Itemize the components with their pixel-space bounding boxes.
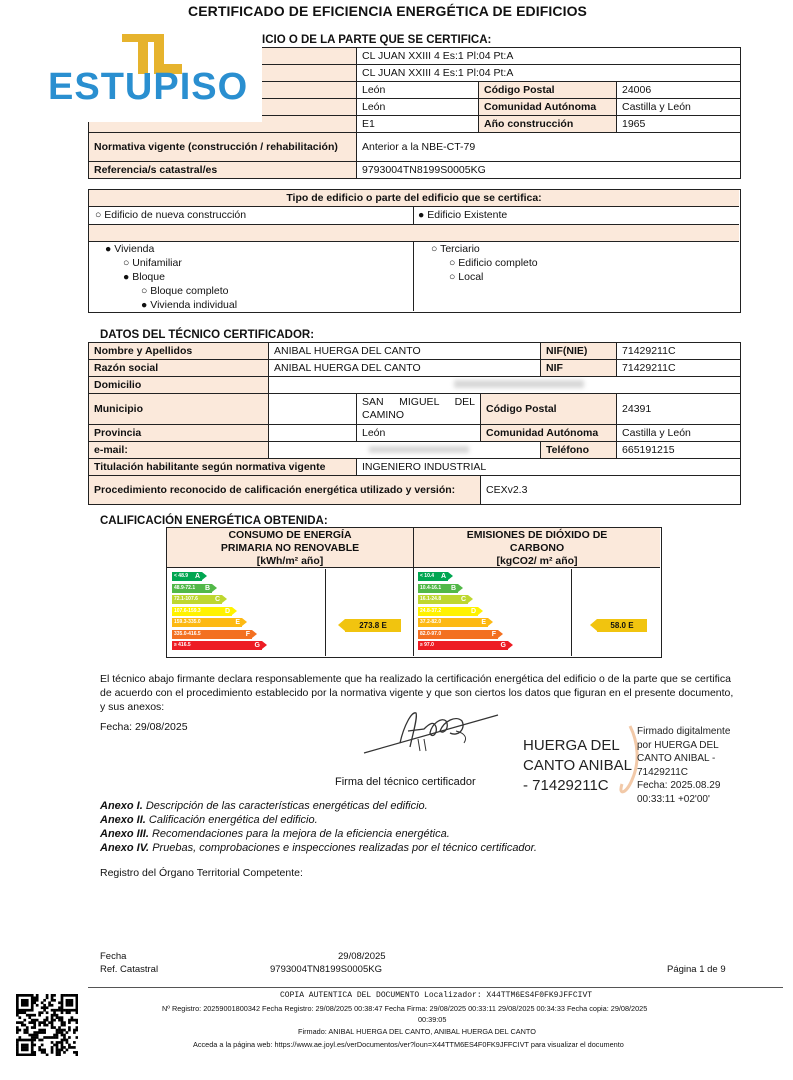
declaration-text: El técnico abajo firmante declara responsablemente que ha realizado la certificación energética del edificio o de la parte que se certifica de acuerdo con el procedimiento establecido por la normativa vigente y que son ciertos los datos que figuran en el presente documento, y sus anexos: — [100, 673, 734, 713]
tech-company-value: ANIBAL HUERGA DEL CANTO — [269, 360, 541, 377]
divider — [413, 207, 414, 224]
scale-letter: C — [214, 596, 220, 603]
scale-arrow-tip — [242, 618, 247, 626]
scale-range: < 10.4 — [420, 573, 435, 579]
tech-postal-label: Código Postal — [481, 394, 617, 425]
scale-range: 82.0-97.0 — [420, 630, 442, 637]
annex-label: Anexo III. — [100, 828, 149, 840]
stamp-divider — [88, 987, 783, 988]
sig-detail-4: 71429211C — [637, 766, 688, 778]
tech-nif-label: NIF — [541, 360, 617, 377]
scale-bar-g — [172, 641, 262, 650]
bloque-option: ● Bloque — [123, 271, 165, 283]
building-type-header-text: Tipo de edificio o parte del edificio que se certifica: — [286, 192, 542, 204]
stamp-link[interactable]: Acceda a la página web: https://www.ae.joyl.es/verDocumentos/ver?loun=X44TTM6ES4F0FK9JFFCIVT para visualizar el documento — [193, 1040, 624, 1049]
postal-value: 24006 — [617, 82, 741, 99]
tech-province-label: Provincia — [89, 425, 269, 442]
tech-email-label: e-mail: — [89, 442, 269, 459]
scale-bar-d — [418, 607, 478, 616]
document-title: CERTIFICADO DE EFICIENCIA ENERGÉTICA DE EDIFICIOS — [188, 3, 587, 19]
tech-province-value: León — [357, 425, 481, 442]
tech-company-label: Razón social — [89, 360, 269, 377]
registry-label: Registro del Órgano Territorial Competente: — [100, 867, 303, 879]
scale-arrow-tip — [508, 641, 513, 649]
tech-address-value — [269, 377, 741, 394]
scale-letter: D — [470, 607, 476, 615]
sig-detail-3: CANTO ANIBAL - — [637, 753, 716, 764]
scale-range: ≥ 97.0 — [420, 642, 434, 648]
scale-bar-e — [418, 618, 488, 627]
annex-list — [100, 799, 537, 855]
footer-ref-value: 9793004TN8199S0005KG — [270, 964, 382, 975]
energy-scale — [172, 572, 322, 654]
annex-text: Recomendaciones para la mejora de la eficiencia energética. — [151, 828, 450, 840]
annex-item — [100, 841, 537, 855]
vivienda-option: ● Vivienda — [105, 243, 155, 255]
energy-header-line1: CONSUMO DE ENERGÍA — [228, 529, 352, 541]
tech-procedure-value: CEXv2.3 — [481, 476, 741, 505]
energy-rating-marker: 273.8 E — [345, 619, 401, 632]
year-value: 1965 — [617, 116, 741, 133]
footer-date-value: 29/08/2025 — [338, 951, 386, 962]
qr-code-icon[interactable] — [16, 994, 78, 1056]
scale-range: < 48.9 — [174, 573, 189, 579]
stamp-line-4: Firmado: ANIBAL HUERGA DEL CANTO, ANIBAL HUERGA DEL CANTO — [298, 1027, 536, 1036]
tech-name-label: Nombre y Apellidos — [89, 343, 269, 360]
tech-name-value: ANIBAL HUERGA DEL CANTO — [269, 343, 541, 360]
scale-letter: F — [245, 630, 250, 638]
scale-bar-c — [418, 595, 468, 604]
address-value-2: CL JUAN XXIII 4 Es:1 Pl:04 Pt:A — [357, 65, 741, 82]
scale-arrow-tip — [458, 584, 463, 592]
tech-table — [88, 342, 741, 505]
building-type-header — [89, 190, 739, 207]
tech-nif-nie-label: NIF(NIE) — [541, 343, 617, 360]
tech-phone-label: Teléfono — [541, 442, 617, 459]
scale-arrow-tip — [222, 595, 227, 603]
address-value: CL JUAN XXIII 4 Es:1 Pl:04 Pt:A — [357, 48, 741, 65]
postal-label: Código Postal — [479, 82, 617, 99]
scale-range: 16.1-24.8 — [420, 596, 442, 602]
scale-bar-c — [172, 595, 222, 604]
divider — [325, 569, 326, 656]
tech-degree-label: Titulación habilitante según normativa vigente — [89, 459, 357, 476]
annex-label: Anexo IV. — [100, 842, 150, 854]
page-number: Página 1 de 9 — [667, 964, 726, 975]
scale-range: 159.3-335.0 — [174, 619, 201, 625]
tech-postal-value: 24391 — [617, 394, 741, 425]
scale-letter: G — [254, 642, 260, 649]
unifamiliar-option: ○ Unifamiliar — [123, 257, 182, 269]
scale-letter: E — [481, 619, 486, 626]
province-value: León — [357, 99, 479, 116]
annex-label: Anexo I. — [100, 800, 143, 812]
annex-item — [100, 813, 537, 827]
rating-section-title: CALIFICACIÓN ENERGÉTICA OBTENIDA: — [100, 515, 328, 527]
energy-unit: [kWh/m² año] — [256, 555, 324, 567]
existing-building-option: ● Edificio Existente — [418, 209, 508, 221]
tech-procedure-label: Procedimiento reconocido de calificación energética utilizado y versión: — [89, 476, 481, 505]
scale-bar-a — [172, 572, 202, 581]
new-building-option: ○ Edificio de nueva construcción — [95, 209, 247, 221]
date-line: Fecha: 29/08/2025 — [100, 721, 188, 733]
co2-scale — [418, 572, 568, 654]
co2-header-line2: CARBONO — [509, 542, 565, 554]
divider — [413, 528, 414, 656]
tech-nif-nie-value: 71429211C — [617, 343, 741, 360]
scale-bar-a — [418, 572, 448, 581]
scale-letter: B — [204, 584, 210, 592]
scale-arrow-tip — [212, 584, 217, 592]
scale-range: 72.1-107.6 — [174, 596, 198, 602]
tech-city-label: Municipio — [89, 394, 269, 425]
co2-header — [414, 528, 660, 568]
city-value: León — [357, 82, 479, 99]
scale-bar-f — [418, 630, 498, 639]
scale-bar-b — [172, 584, 212, 593]
year-label: Año construcción — [479, 116, 617, 133]
tech-region-value: Castilla y León — [617, 425, 741, 442]
co2-rating-marker: 58.0 E — [597, 619, 647, 632]
scale-letter: D — [224, 607, 230, 615]
scale-letter: C — [460, 596, 466, 603]
scale-arrow-tip — [498, 630, 503, 638]
divider — [571, 569, 572, 656]
sig-detail-6: 00:33:11 +02'00' — [637, 793, 710, 805]
co2-header-line1: EMISIONES DE DIÓXIDO DE — [466, 529, 608, 541]
tech-email-value — [269, 442, 541, 459]
region-label: Comunidad Autónoma — [479, 99, 617, 116]
digital-signer-name — [523, 736, 632, 796]
cadastral-label: Referencia/s catastral/es — [89, 162, 357, 179]
signature-caption: Firma del técnico certificador — [335, 776, 476, 788]
co2-unit: [kgCO2/ m² año] — [496, 555, 578, 567]
scale-bar-d — [172, 607, 232, 616]
norm-value: Anterior a la NBE-CT-79 — [357, 133, 741, 162]
estupiso-logo — [0, 22, 262, 122]
scale-range: 107.6-159.3 — [174, 607, 201, 614]
scale-letter: A — [194, 573, 200, 580]
cadastral-value: 9793004TN8199S0005KG — [357, 162, 741, 179]
sig-detail-1: Firmado digitalmente — [637, 726, 731, 737]
scale-arrow-tip — [232, 607, 237, 615]
local-option: ○ Local — [449, 271, 484, 283]
stamp-line-3: 00:39:05 — [418, 1015, 447, 1024]
scale-arrow-tip — [468, 595, 473, 603]
spacer-band — [89, 224, 739, 242]
annex-item — [100, 799, 537, 813]
bloque-completo-option: ○ Bloque completo — [141, 285, 229, 297]
sig-detail-5: Fecha: 2025.08.29 — [637, 780, 721, 791]
tech-address-label: Domicilio — [89, 377, 269, 394]
tech-nif-value: 71429211C — [617, 360, 741, 377]
scale-range: ≥ 416.5 — [174, 642, 191, 648]
stamp-line-2: Nº Registro: 20259001800342 Fecha Registro: 29/08/2025 00:38:47 Fecha Firma: 29/08/2025 00:33:11 29/08/2025 00:34:33 Fecha copia: 29/08/2025 — [162, 1004, 648, 1013]
logo-text: ESTUPISO — [48, 66, 249, 108]
scale-letter: F — [491, 630, 496, 638]
vivienda-individual-option: ● Vivienda individual — [141, 299, 238, 311]
scale-range: 24.8-37.2 — [420, 607, 442, 614]
annex-text: Calificación energética del edificio. — [148, 814, 318, 826]
scale-arrow-tip — [252, 630, 257, 638]
scale-letter: A — [440, 573, 446, 580]
stamp-line-1: COPIA AUTENTICA DEL DOCUMENTO Localizador: X44TTM6ES4F0FK9JFFCIVT — [280, 991, 593, 1000]
scale-arrow-tip — [478, 607, 483, 615]
scale-range: 335.0-416.5 — [174, 630, 201, 637]
tech-region-label: Comunidad Autónoma — [481, 425, 617, 442]
annex-text: Descripción de las características energéticas del edificio. — [145, 800, 428, 812]
annex-text: Pruebas, comprobaciones e inspecciones realizadas por el técnico certificador. — [152, 842, 537, 854]
scale-arrow-tip — [488, 618, 493, 626]
signer-line-3: - 71429211C — [523, 777, 609, 794]
scale-arrow-tip — [262, 641, 267, 649]
energy-header-line2: PRIMARIA NO RENOVABLE — [220, 542, 360, 554]
scale-bar-b — [418, 584, 458, 593]
terciario-option: ○ Terciario — [431, 243, 480, 255]
scale-range: 10.4-16.1 — [420, 584, 442, 591]
tech-section-title: DATOS DEL TÉCNICO CERTIFICADOR: — [100, 329, 315, 341]
region-value: Castilla y León — [617, 99, 741, 116]
tech-phone-value: 665191215 — [617, 442, 741, 459]
digital-signature-details — [637, 725, 730, 806]
scale-arrow-tip — [448, 572, 453, 580]
annex-item — [100, 827, 537, 841]
energy-header — [167, 528, 413, 568]
signer-line-2: CANTO ANIBAL — [523, 757, 632, 774]
scale-bar-e — [172, 618, 242, 627]
zone-value: E1 — [357, 116, 479, 133]
sig-detail-2: por HUERGA DEL — [637, 739, 719, 751]
footer-ref-label: Ref. Catastral — [100, 964, 159, 975]
scale-bar-g — [418, 641, 508, 650]
scale-letter: G — [500, 642, 506, 649]
annex-label: Anexo II. — [100, 814, 146, 826]
scale-letter: B — [450, 584, 456, 592]
footer-date-label: Fecha — [100, 951, 127, 962]
edificio-completo-option: ○ Edificio completo — [449, 257, 538, 269]
scale-range: 48.9-72.1 — [174, 584, 196, 591]
divider — [413, 241, 414, 311]
tech-city-value: SAN MIGUEL DEL CAMINO — [357, 394, 481, 425]
scale-letter: E — [235, 619, 240, 626]
signer-line-1: HUERGA DEL — [523, 737, 620, 754]
scale-bar-f — [172, 630, 252, 639]
handwritten-signature-icon — [360, 703, 510, 758]
norm-label: Normativa vigente (construcción / rehabilitación) — [89, 133, 357, 162]
scale-arrow-tip — [202, 572, 207, 580]
building-section-title: ICIO O DE LA PARTE QUE SE CERTIFICA: — [262, 34, 492, 46]
tech-degree-value: INGENIERO INDUSTRIAL — [357, 459, 741, 476]
scale-range: 37.2-82.0 — [420, 619, 442, 625]
